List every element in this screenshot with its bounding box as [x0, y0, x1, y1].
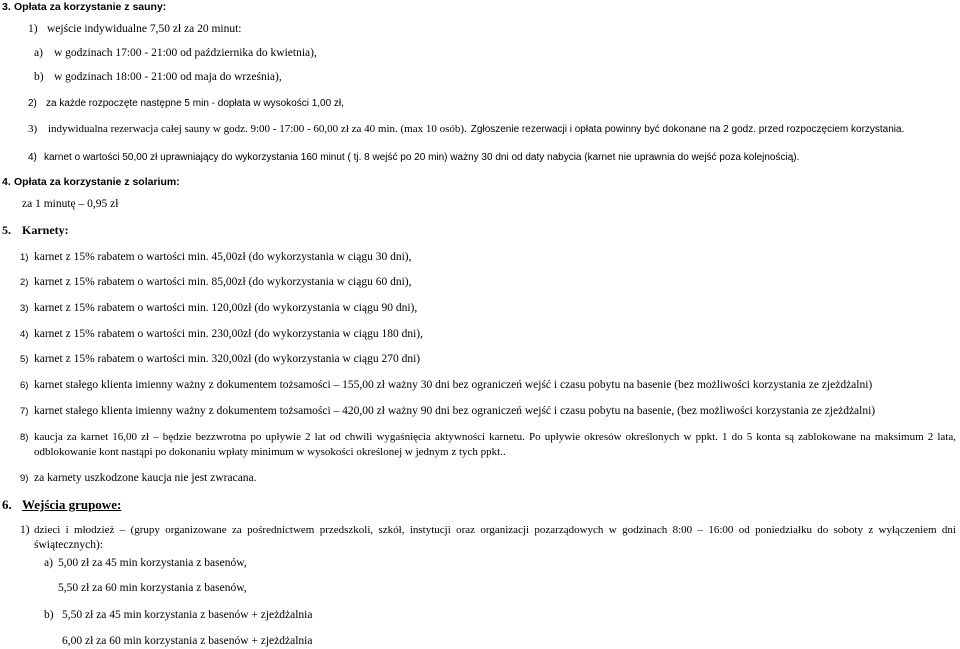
item-text: za karnety uszkodzone kaucja nie jest zwracana.	[34, 472, 257, 484]
section-number: 5.	[2, 223, 11, 237]
sauna-item-1a	[34, 47, 317, 60]
item-marker: 2)	[28, 98, 37, 109]
karnet-item-9	[20, 472, 257, 485]
item-text: karnet stałego klienta imienny ważny z dokumentem tożsamości – 155,00 zł ważny 30 dni bez ograniczeń wejść i czasu pobytu na basenie (bez możliwości korzystania ze zjeżdżalni)	[34, 379, 873, 391]
karnet-item-8-text-line1: kaucja za karnet 16,00 zł – będzie bezzwrotna po upływie 2 lat od chwili wygaśnięcia aktywności karnetu. Po upływie okresów określonych w ppkt. 1 do 5 konta są zablokowane na maksimum 2 lata,	[34, 431, 956, 443]
subitem-text: w godzinach 18:00 - 21:00 od maja do września),	[54, 71, 282, 83]
item-marker: 4)	[20, 329, 29, 340]
section-title: Wejścia grupowe:	[22, 497, 122, 512]
item-note: Zgłoszenie rezerwacji i opłata powinny być dokonane na 2 godz. przed rozpoczęciem korzystania.	[470, 124, 905, 135]
option-marker: b)	[44, 609, 54, 621]
karnet-item-8-text-line2: odblokowanie kont nastąpi po dokonaniu wpłaty minimum w wysokości określonej w jednym z tych ppkt..	[34, 446, 506, 458]
grupowe-option-a	[44, 557, 247, 570]
section-number: 3.	[2, 1, 11, 13]
item-marker: 6)	[20, 380, 29, 391]
karnet-item-6	[20, 379, 872, 392]
item-text: za każde rozpoczęte następne 5 min - dopłata w wysokości 1,00 zł,	[46, 98, 344, 109]
item-text: karnet stałego klienta imienny ważny z dokumentem tożsamości – 420,00 zł ważny 90 dni bez ograniczeń wejść i czasu pobytu na basenie, (bez możliwości korzystania ze zjeżdżalni)	[34, 405, 876, 417]
karnet-item-5	[20, 353, 420, 366]
grupowe-option-b-line2: 6,00 zł za 60 min korzystania z basenów + zjeżdżalnia	[62, 635, 313, 647]
item-marker: 1)	[20, 252, 29, 263]
section-title: Karnety:	[22, 223, 69, 237]
item-text: indywidualna rezerwacja całej sauny w godz. 9:00 - 17:00 - 60,00 zł za 40 min. (max 10 osób).	[48, 123, 467, 135]
section-number: 4.	[2, 176, 11, 188]
section-number: 6.	[2, 497, 12, 512]
grupowe-item-1-text-line1: dzieci i młodzież – (grupy organizowane za pośrednictwem przedszkoli, szkół, instytucji oraz organizacji pozarządowych w godzinach 8:00 – 16:00 od poniedziałku do soboty z wyłączeniem dni	[34, 524, 956, 536]
item-marker: 1)	[28, 23, 38, 35]
item-marker: 3)	[28, 123, 38, 135]
subitem-marker: a)	[34, 47, 43, 59]
item-text: karnet z 15% rabatem o wartości min. 85,00zł (do wykorzystania w ciągu 60 dni),	[34, 276, 412, 288]
karnet-item-2	[20, 276, 411, 289]
karnet-item-8-marker: 8)	[20, 432, 29, 443]
item-text: karnet z 15% rabatem o wartości min. 45,00zł (do wykorzystania w ciągu 30 dni),	[34, 251, 412, 263]
option-text: 5,00 zł za 45 min korzystania z basenów,	[58, 557, 247, 569]
item-text: karnet z 15% rabatem o wartości min. 320,00zł (do wykorzystania w ciągu 270 dni)	[34, 353, 421, 365]
grupowe-item-1-text-line2: świątecznych):	[34, 539, 103, 551]
item-marker: 9)	[20, 473, 29, 484]
sauna-item-2	[28, 97, 344, 110]
item-marker: 2)	[20, 277, 29, 288]
sauna-item-3	[28, 123, 904, 136]
option-text: 5,50 zł za 45 min korzystania z basenów + zjeżdżalnia	[62, 609, 313, 621]
sauna-heading	[2, 1, 166, 14]
sauna-item-1b	[34, 71, 282, 84]
subitem-text: w godzinach 17:00 - 21:00 od października do kwietnia),	[54, 47, 317, 59]
section-title: Opłata za korzystanie z solarium:	[14, 176, 180, 188]
item-text: karnet o wartości 50,00 zł uprawniający do wykorzystania 160 minut ( tj. 8 wejść po 20 min) ważny 30 dni od daty nabycia (karnet nie uprawnia do wejść poza kolejnością).	[44, 152, 800, 163]
karnety-heading	[2, 224, 69, 237]
sauna-item-1	[28, 23, 242, 36]
grupowe-option-a-line2: 5,50 zł za 60 min korzystania z basenów,	[58, 582, 247, 594]
item-marker: 3)	[20, 303, 29, 314]
karnet-item-4	[20, 328, 423, 341]
subitem-marker: b)	[34, 71, 44, 83]
item-marker: 7)	[20, 406, 29, 417]
grupowe-item-1-marker: 1)	[20, 524, 30, 536]
item-text: wejście indywidualne 7,50 zł za 20 minut:	[47, 23, 242, 35]
solarium-heading	[2, 176, 180, 189]
item-text: karnet z 15% rabatem o wartości min. 230,00zł (do wykorzystania w ciągu 180 dni),	[34, 328, 423, 340]
grupowe-heading	[2, 498, 121, 511]
item-marker: 4)	[28, 152, 37, 163]
option-marker: a)	[44, 557, 53, 569]
karnet-item-3	[20, 302, 417, 315]
grupowe-option-b	[44, 609, 312, 622]
item-text: karnet z 15% rabatem o wartości min. 120,00zł (do wykorzystania w ciągu 90 dni),	[34, 302, 418, 314]
section-title: Opłata za korzystanie z sauny:	[14, 1, 167, 13]
karnet-item-7	[20, 405, 875, 418]
solarium-price: za 1 minutę – 0,95 zł	[22, 198, 119, 210]
item-marker: 5)	[20, 354, 29, 365]
karnet-item-1	[20, 251, 411, 264]
sauna-item-4	[28, 151, 799, 164]
